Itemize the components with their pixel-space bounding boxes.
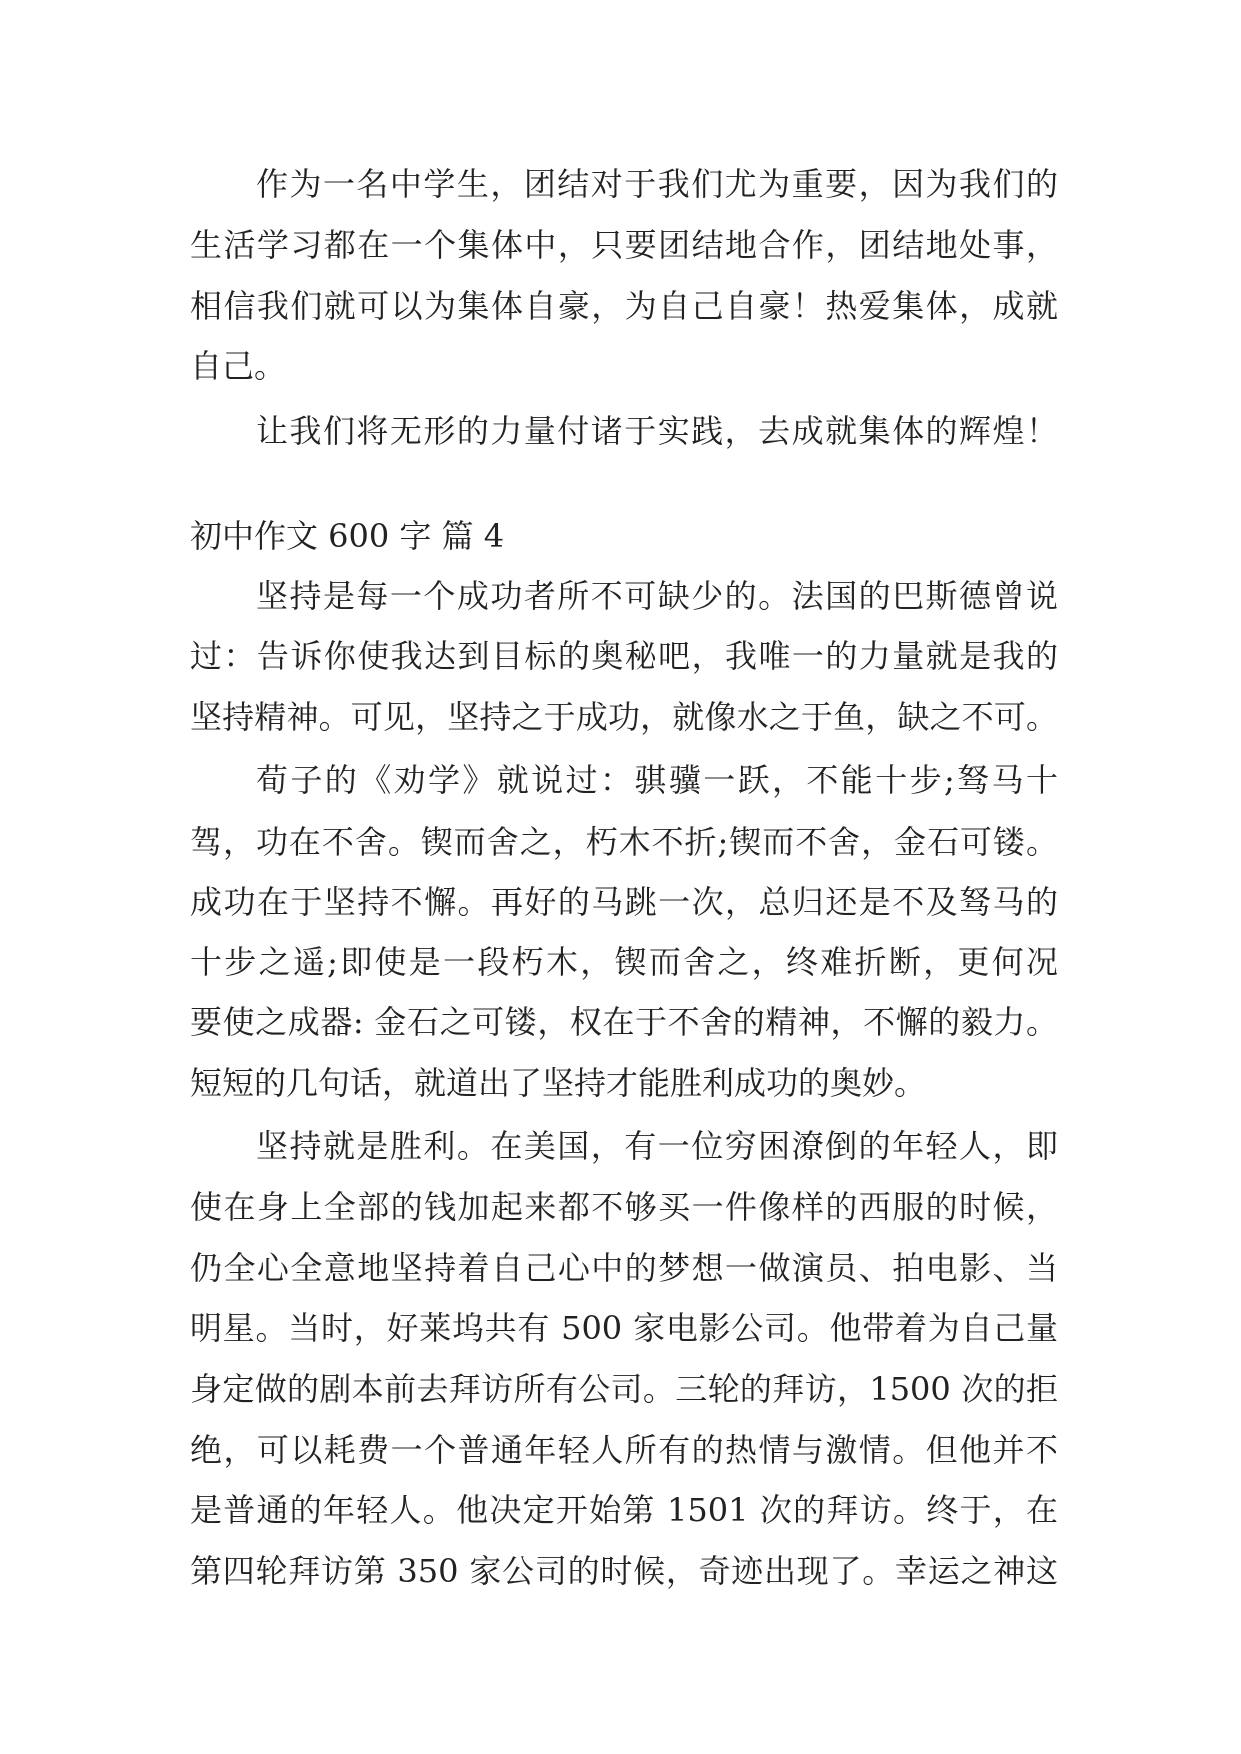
paragraph-line: 作为一名中学生，团结对于我们尤为重要，因为我们的 <box>256 165 1058 203</box>
paragraph-line: 相信我们就可以为集体自豪，为自己自豪！热爱集体，成就 <box>190 287 1058 325</box>
paragraph-line: 生活学习都在一个集体中，只要团结地合作，团结地处事， <box>190 226 1058 264</box>
document-body <box>190 0 1058 1754</box>
paragraph-line: 是普通的年轻人。他决定开始第 1501 次的拜访。终于，在 <box>190 1491 1058 1529</box>
paragraph-line: 过：告诉你使我达到目标的奥秘吧，我唯一的力量就是我的 <box>190 637 1058 675</box>
paragraph-line: 使在身上全部的钱加起来都不够买一件像样的西服的时候， <box>190 1188 1058 1226</box>
paragraph-line: 绝，可以耗费一个普通年轻人所有的热情与激情。但他并不 <box>190 1431 1058 1469</box>
paragraph-line: 荀子的《劝学》就说过：骐骥一跃，不能十步;驽马十 <box>256 761 1058 799</box>
paragraph-line: 仍全心全意地坚持着自己心中的梦想一做演员、拍电影、当 <box>190 1249 1058 1287</box>
paragraph-line: 要使之成器: 金石之可镂，权在于不舍的精神，不懈的毅力。 <box>190 1003 1058 1041</box>
paragraph-line: 十步之遥;即使是一段朽木，锲而舍之，终难折断，更何况 <box>190 943 1058 981</box>
paragraph-line: 第四轮拜访第 350 家公司的时候，奇迹出现了。幸运之神这 <box>190 1552 1058 1590</box>
paragraph-line: 短短的几句话，就道出了坚持才能胜利成功的奥妙。 <box>190 1064 927 1102</box>
paragraph-line: 坚持精神。可见，坚持之于成功，就像水之于鱼，缺之不可。 <box>190 698 1058 736</box>
paragraph-line: 坚持就是胜利。在美国，有一位穷困潦倒的年轻人，即 <box>256 1127 1058 1165</box>
paragraph-line: 明星。当时，好莱坞共有 500 家电影公司。他带着为自己量 <box>190 1309 1058 1347</box>
paragraph-line: 坚持是每一个成功者所不可缺少的。法国的巴斯德曾说 <box>256 577 1058 615</box>
paragraph-line: 驾，功在不舍。锲而舍之，朽木不折;锲而不舍，金石可镂。 <box>190 823 1058 861</box>
paragraph-line: 成功在于坚持不懈。再好的马跳一次，总归还是不及驽马的 <box>190 883 1058 921</box>
paragraph-line: 身定做的剧本前去拜访所有公司。三轮的拜访，1500 次的拒 <box>190 1370 1058 1408</box>
paragraph-line: 自己。 <box>190 347 287 385</box>
section-heading: 初中作文 600 字 篇 4 <box>190 517 505 555</box>
paragraph-line: 让我们将无形的力量付诸于实践，去成就集体的辉煌！ <box>256 412 1058 450</box>
